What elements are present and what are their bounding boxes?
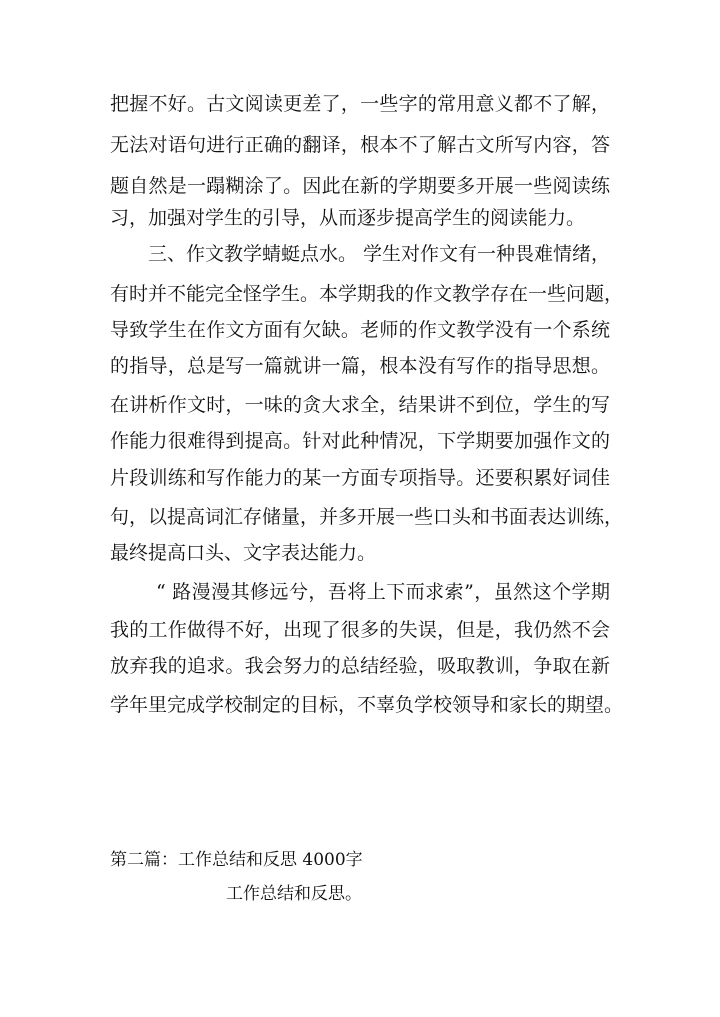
section-subtitle: 工作总结和反思。 (226, 884, 362, 904)
paragraph-3-line-1: “ 路漫漫其修远兮，吾将上下而求索”，虽然这个学期 (156, 581, 610, 603)
paragraph-1-line-2: 无法对语句进行正确的翻译，根本不了解古文所写内容，答 (110, 134, 610, 156)
paragraph-2-line-6: 作能力很难得到提高。针对此种情况，下学期要加强作文的 (110, 430, 610, 452)
paragraph-3-line-2: 我的工作做得不好，出现了很多的失误，但是，我仍然不会 (110, 619, 610, 641)
paragraph-1-line-1: 把握不好。古文阅读更差了，一些字的常用意义都不了解， (110, 93, 610, 115)
paragraph-2-line-8: 句，以提高词汇存储量，并多开展一些口头和书面表达训练， (110, 506, 624, 528)
paragraph-1-line-4: 习，加强对学生的引导，从而逐步提高学生的阅读能力。 (110, 207, 586, 229)
paragraph-2-line-3: 导致学生在作文方面有欠缺。老师的作文教学没有一个系统 (110, 319, 610, 341)
paragraph-3-line-3: 放弃我的追求。我会努力的总结经验，吸取教训，争取在新 (110, 655, 610, 677)
paragraph-2-line-5: 在讲析作文时，一味的贪大求全，结果讲不到位，学生的写 (110, 394, 610, 416)
paragraph-2-line-7: 片段训练和写作能力的某一方面专项指导。还要积累好词佳 (110, 467, 610, 489)
paragraph-1-line-3: 题自然是一蹋糊涂了。因此在新的学期要多开展一些阅读练 (110, 175, 610, 197)
section-heading: 第二篇：工作总结和反思 4000字 (110, 850, 363, 870)
paragraph-2-line-4: 的指导，总是写一篇就讲一篇，根本没有写作的指导思想。 (110, 355, 610, 377)
paragraph-2-line-1: 三、作文教学蜻蜓点水。 学生对作文有一种畏难情绪， (148, 243, 611, 265)
paragraph-2-line-9: 最终提高口头、文字表达能力。 (110, 542, 377, 564)
paragraph-3-line-4: 学年里完成学校制定的目标，不辜负学校领导和家长的期望。 (110, 694, 624, 716)
paragraph-2-line-2: 有时并不能完全怪学生。本学期我的作文教学存在一些问题， (110, 283, 624, 305)
